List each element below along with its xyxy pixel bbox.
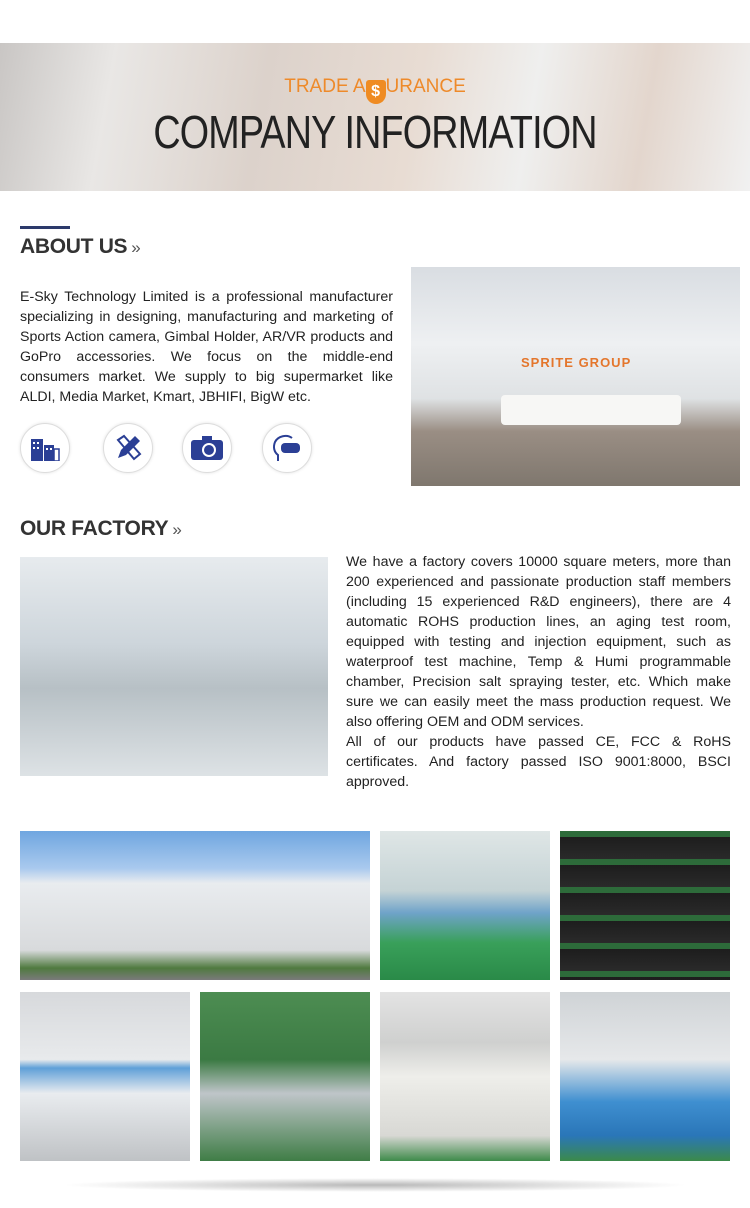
aging-test-rack-photo bbox=[560, 831, 730, 980]
vibration-tester-photo bbox=[380, 992, 550, 1161]
reception-photo bbox=[411, 267, 740, 486]
trade-assurance-logo: TRADE A $ URANCE bbox=[0, 76, 750, 104]
company-information-banner bbox=[0, 43, 750, 191]
reception-sign: SPRITE GROUP bbox=[521, 355, 632, 370]
about-us-heading: ABOUT US » bbox=[20, 235, 141, 258]
factory-building-photo bbox=[20, 831, 370, 980]
about-us-text: E-Sky Technology Limited is a professional manufacturer specializing in designing, manufacturing and marketing of Sports Action camera, Gimbal Holder, AR/VR products and GoPro accessories. We focus on the middle-end consumers market. We supply to big supermarket like ALDI, Media Market, Kmart, JBHIFI, BigW etc. bbox=[20, 289, 393, 405]
factory-text: We have a factory covers 10000 square meters, more than 200 experienced and passionate production staff members (including 15 experienced R&D engineers), there are 4 automatic ROHS production lines, an aging test room, equipped with testing and injection equipment, such as waterproof test machine, Temp & Humi programmable chamber, Precision salt spraying tester, etc. Which make sure we can easily meet the mass production request. We also offering OEM and ODM services. bbox=[346, 554, 731, 730]
factory-floor-photo bbox=[20, 557, 328, 776]
pencil-ruler-icon bbox=[103, 423, 153, 473]
factory-certificates-text: All of our products have passed CE, FCC & RoHS certificates. And factory passed ISO 9001:8000, BSCI approved. bbox=[346, 734, 731, 790]
bottom-shadow bbox=[60, 1178, 690, 1192]
test-machine-photo-1 bbox=[20, 992, 190, 1161]
page-title: COMPANY INFORMATION bbox=[153, 106, 597, 158]
test-machine-photo-2 bbox=[200, 992, 370, 1161]
test-machine-photo-3 bbox=[560, 992, 730, 1161]
section-accent-bar bbox=[20, 226, 70, 229]
our-factory-heading: OUR FACTORY » bbox=[20, 517, 182, 540]
camera-icon bbox=[182, 423, 232, 473]
vr-headset-icon bbox=[262, 423, 312, 473]
buildings-icon bbox=[20, 423, 70, 473]
production-line-photo bbox=[380, 831, 550, 980]
